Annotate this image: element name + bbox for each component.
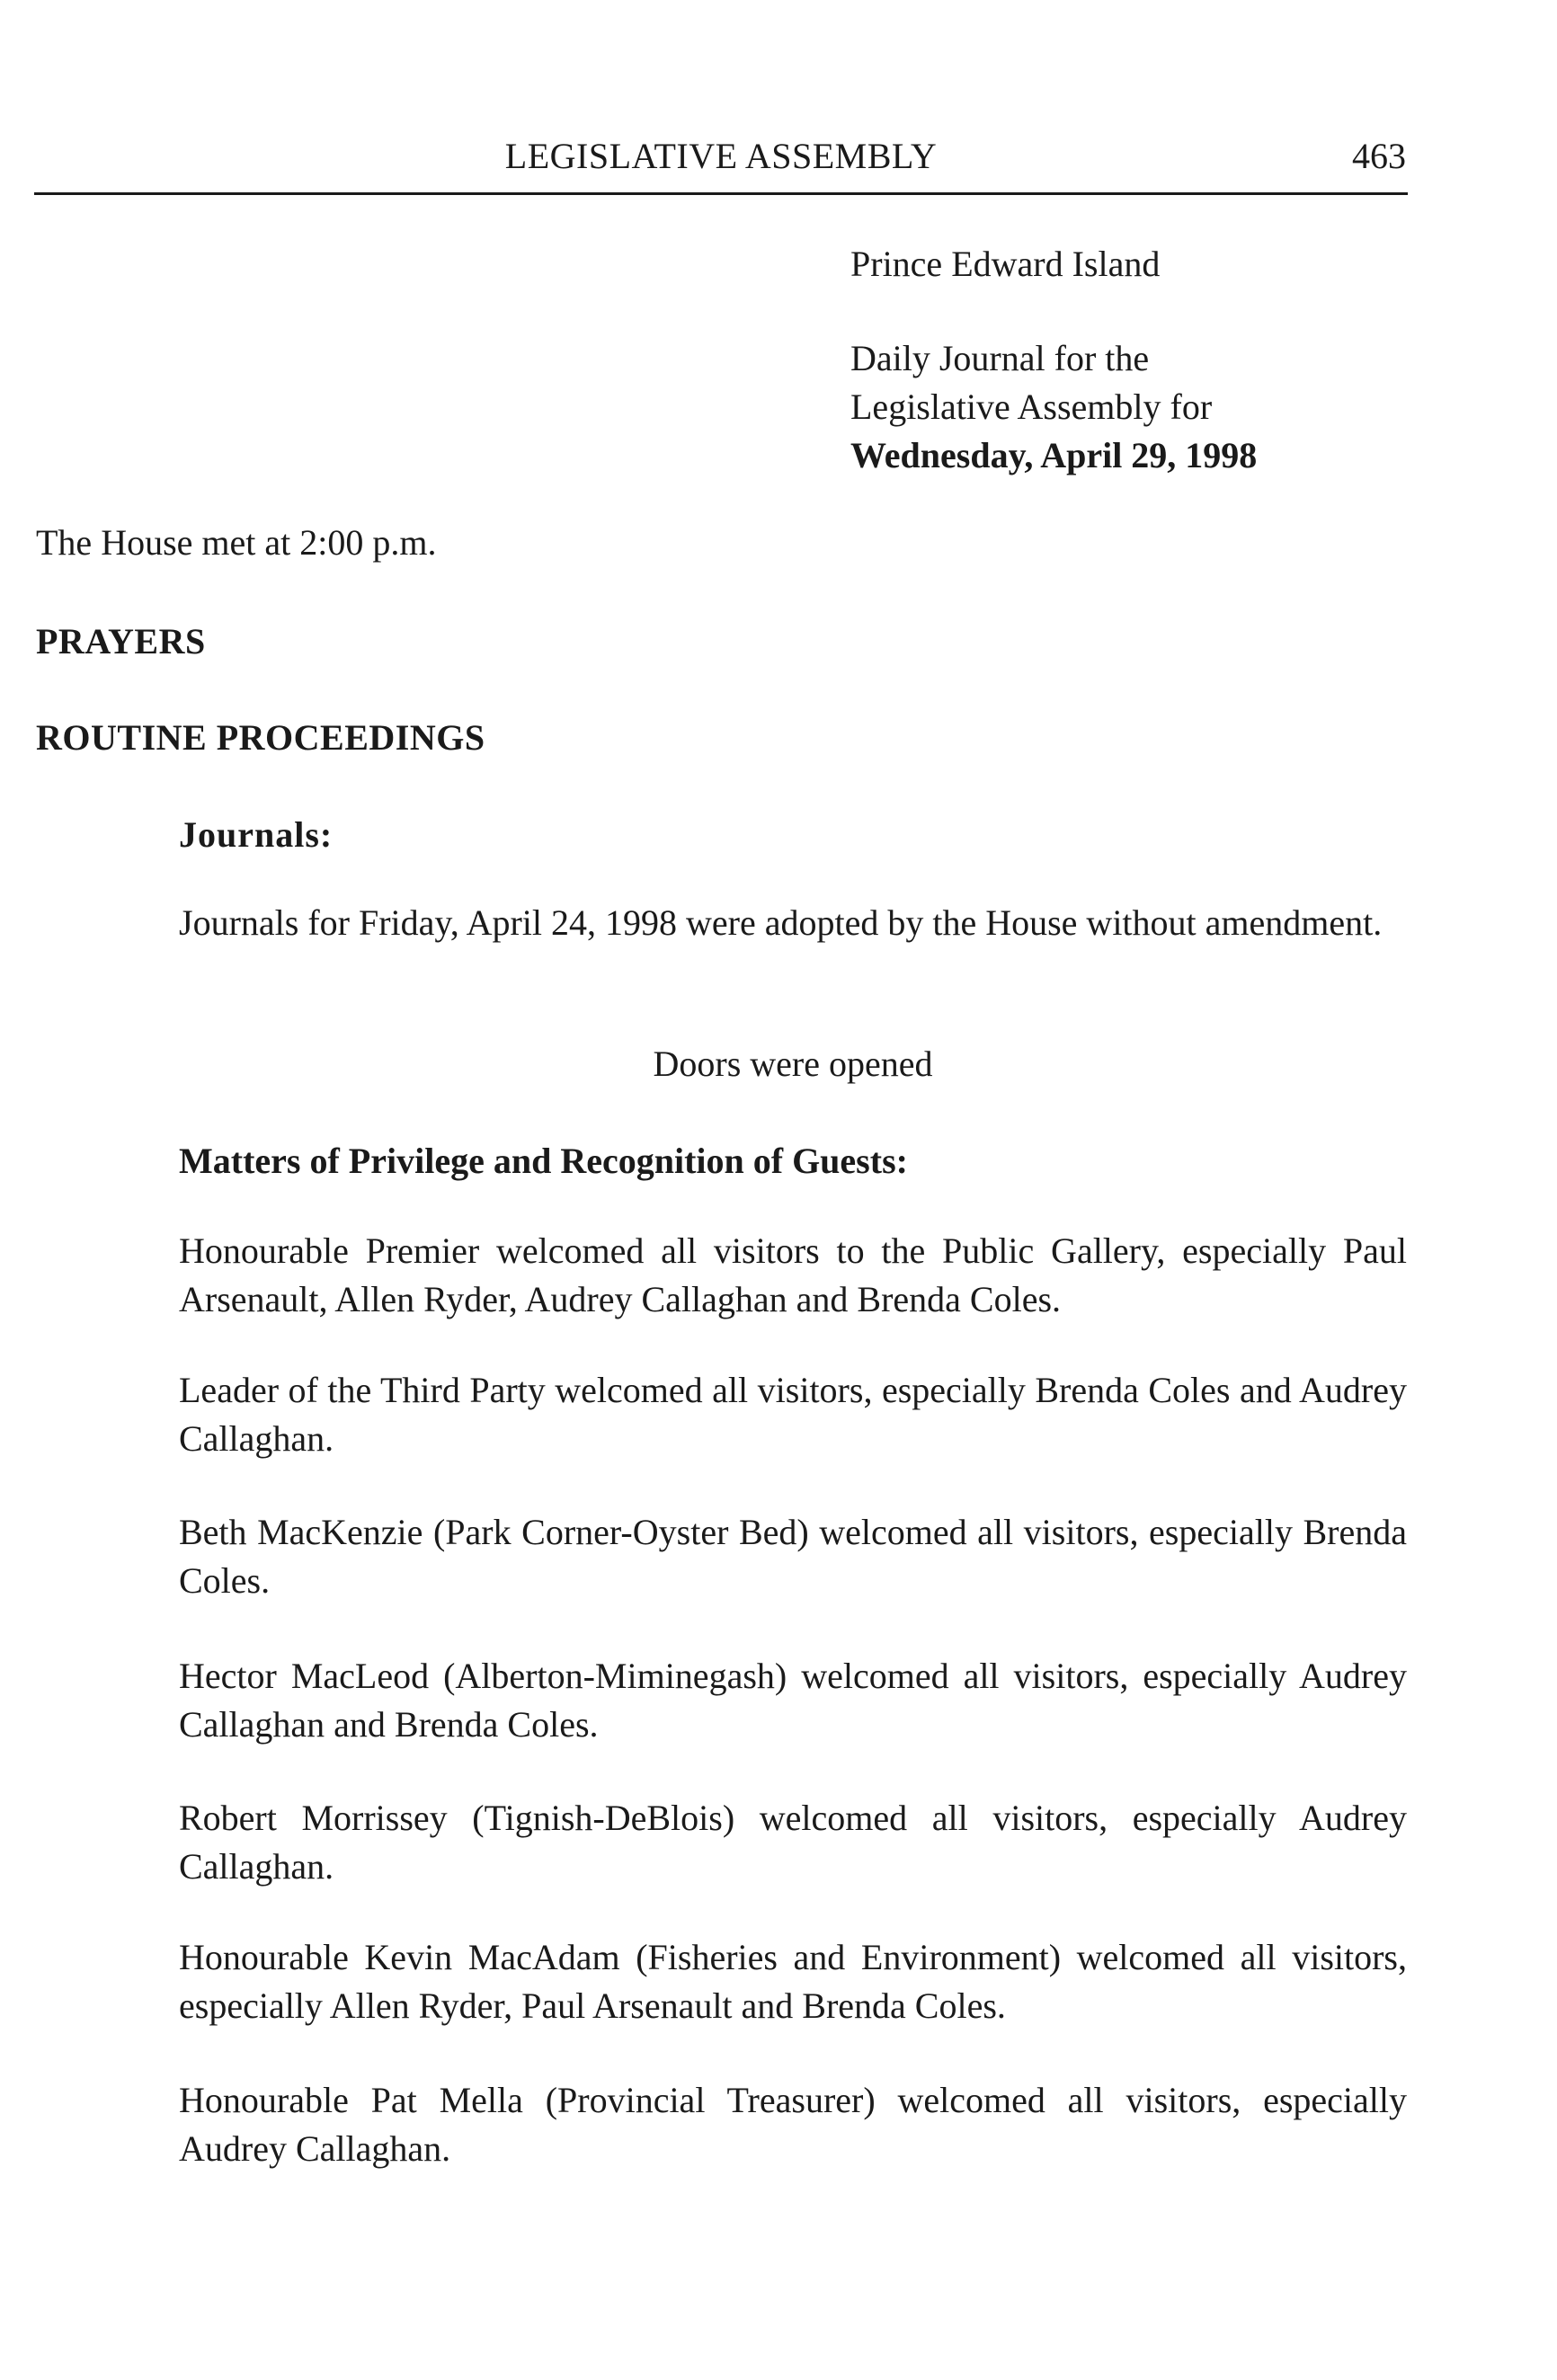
heading-prayers: PRAYERS xyxy=(36,621,206,662)
journals-paragraph: Journals for Friday, April 24, 1998 were adopted by the House without amendment. xyxy=(179,902,1383,943)
journal-title-block xyxy=(850,334,1257,480)
sitting-date: Wednesday, April 29, 1998 xyxy=(850,435,1258,475)
running-header-title: LEGISLATIVE ASSEMBLY xyxy=(504,136,938,176)
guest-recognition-paragraph: Honourable Pat Mella (Provincial Treasurer) welcomed all visitors, especially Audrey Callaghan. xyxy=(179,2080,1407,2169)
heading-routine-proceedings: ROUTINE PROCEEDINGS xyxy=(36,717,485,758)
guest-recognition-paragraph: Hector MacLeod (Alberton-Miminegash) welcomed all visitors, especially Audrey Callaghan and Brenda Coles. xyxy=(179,1656,1407,1745)
page-number: 463 xyxy=(1352,136,1406,176)
journal-title-line-1: Daily Journal for the xyxy=(850,338,1150,378)
subheading-journals: Journals: xyxy=(179,814,334,855)
guest-recognition-paragraph: Honourable Premier welcomed all visitors to the Public Gallery, especially Paul Arsenault, Allen Ryder, Audrey Callaghan and Brenda Coles. xyxy=(179,1230,1407,1319)
guest-recognition-paragraph: Honourable Kevin MacAdam (Fisheries and Environment) welcomed all visitors, especially Allen Ryder, Paul Arsenault and Brenda Coles. xyxy=(179,1937,1407,2026)
province-name: Prince Edward Island xyxy=(850,244,1161,284)
guest-recognition-paragraph: Leader of the Third Party welcomed all visitors, especially Brenda Coles and Audrey Callaghan. xyxy=(179,1370,1407,1459)
guest-recognition-paragraph: Beth MacKenzie (Park Corner-Oyster Bed) welcomed all visitors, especially Brenda Coles. xyxy=(179,1512,1407,1601)
header-rule xyxy=(34,192,1408,195)
doors-opened-note: Doors were opened xyxy=(653,1043,933,1084)
subheading-matters-of-privilege: Matters of Privilege and Recognition of Guests: xyxy=(179,1141,908,1181)
opening-statement: The House met at 2:00 p.m. xyxy=(36,522,437,563)
journal-title-line-2: Legislative Assembly for xyxy=(850,386,1213,427)
guest-recognition-paragraph: Robert Morrissey (Tignish-DeBlois) welcomed all visitors, especially Audrey Callaghan. xyxy=(179,1798,1407,1887)
